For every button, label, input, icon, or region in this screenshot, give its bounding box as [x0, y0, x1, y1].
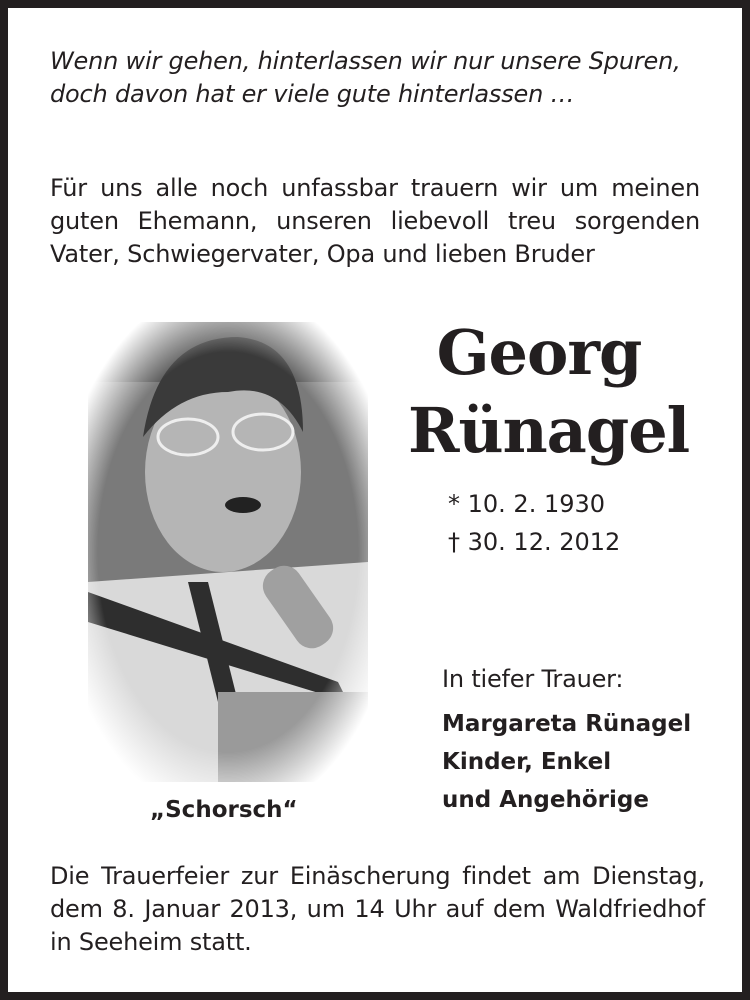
mourners-label: In tiefer Trauer:: [442, 665, 624, 693]
deceased-last-name: Rünagel: [408, 394, 690, 467]
mourner: Margareta Rünagel: [442, 711, 692, 737]
nickname-caption: „Schorsch“: [150, 797, 298, 823]
death-date: † 30. 12. 2012: [448, 528, 621, 556]
mourner: Kinder, Enkel: [442, 749, 612, 775]
quote: [50, 45, 681, 111]
mourner: und Angehörige: [442, 787, 649, 813]
quote-line: doch davon hat er viele gute hinterlassen …: [50, 80, 575, 108]
life-dates: [448, 485, 620, 561]
quote-line: Wenn wir gehen, hinterlassen wir nur unsere Spuren,: [50, 47, 681, 75]
portrait-photo: [88, 322, 368, 782]
birth-date: * 10. 2. 1930: [448, 490, 606, 518]
mourners-list: [442, 705, 691, 819]
intro-text: Für uns alle noch unfassbar trauern wir um meinen guten Ehemann, unseren liebevoll treu sorgenden Vater, Schwiegervater, Opa und lieben Bruder: [50, 174, 700, 268]
deceased-first-name: Georg: [436, 316, 642, 389]
funeral-info: Die Trauerfeier zur Einäscherung findet am Dienstag, dem 8. Januar 2013, um 14 Uhr auf dem Waldfriedhof in Seeheim statt.: [50, 862, 705, 956]
